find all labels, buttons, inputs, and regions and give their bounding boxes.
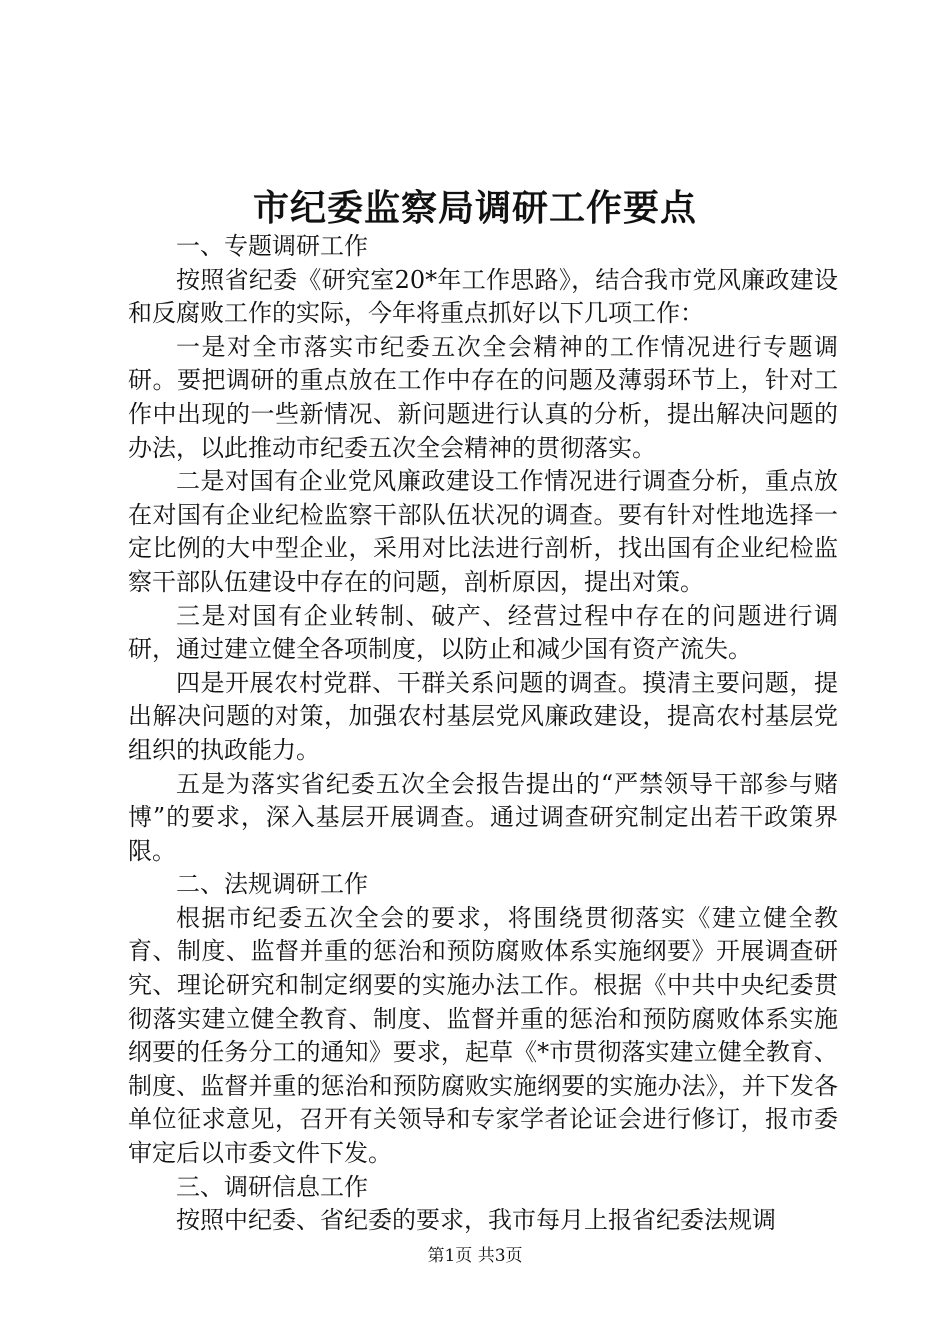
paragraph-item-1: 一是对全市落实市纪委五次全会精神的工作情况进行专题调研。要把调研的重点放在工作中存在的问题及薄弱环节上，针对工作中出现的一些新情况、新问题进行认真的分析，提出解决问题的办法，以此推动市纪委五次全会精神的贯彻落实。 bbox=[128, 332, 838, 462]
paragraph-item-3: 三是对国有企业转制、破产、经营过程中存在的问题进行调研，通过建立健全各项制度，以防止和减少国有资产流失。 bbox=[128, 601, 838, 664]
document-title: 市纪委监察局调研工作要点 bbox=[252, 187, 697, 229]
section-heading-2: 二、法规调研工作 bbox=[176, 870, 368, 899]
paragraph-item-5: 五是为落实省纪委五次全会报告提出的“严禁领导干部参与赌博”的要求，深入基层开展调查。通过调查研究制定出若干政策界限。 bbox=[128, 769, 838, 865]
paragraph-regulations: 根据市纪委五次全会的要求，将围绕贯彻落实《建立健全教育、制度、监督并重的惩治和预防腐败体系实施纲要》开展调查研究、理论研究和制定纲要的实施办法工作。根据《中共中央纪委贯彻落实建立健全教育、制度、监督并重的惩治和预防腐败体系实施纲要的任务分工的通知》要求，起草《*市贯彻落实建立健全教育、制度、监督并重的惩治和预防腐败实施纲要的实施办法》，并下发各单位征求意见，召开有关领导和专家学者论证会进行修订，报市委审定后以市委文件下发。 bbox=[128, 903, 838, 1168]
document-body bbox=[128, 230, 838, 1238]
paragraph-intro: 按照省纪委《研究室20*年工作思路》，结合我市党风廉政建设和反腐败工作的实际，今年将重点抓好以下几项工作： bbox=[128, 265, 838, 328]
section-heading-1: 一、专题调研工作 bbox=[176, 232, 368, 260]
paragraph-information: 按照中纪委、省纪委的要求，我市每月上报省纪委法规调 bbox=[176, 1206, 776, 1235]
paragraph-item-2: 二是对国有企业党风廉政建设工作情况进行调查分析，重点放在对国有企业纪检监察干部队伍状况的调查。要有针对性地选择一定比例的大中型企业，采用对比法进行剖析，找出国有企业纪检监察干部队伍建设中存在的问题，剖析原因，提出对策。 bbox=[128, 467, 838, 596]
paragraph-item-4: 四是开展农村党群、干群关系问题的调查。摸清主要问题，提出解决问题的对策，加强农村基层党风廉政建设，提高农村基层党组织的执政能力。 bbox=[128, 668, 838, 764]
page-footer: 第1页 共3页 bbox=[427, 1246, 523, 1266]
section-heading-3: 三、调研信息工作 bbox=[176, 1172, 368, 1201]
